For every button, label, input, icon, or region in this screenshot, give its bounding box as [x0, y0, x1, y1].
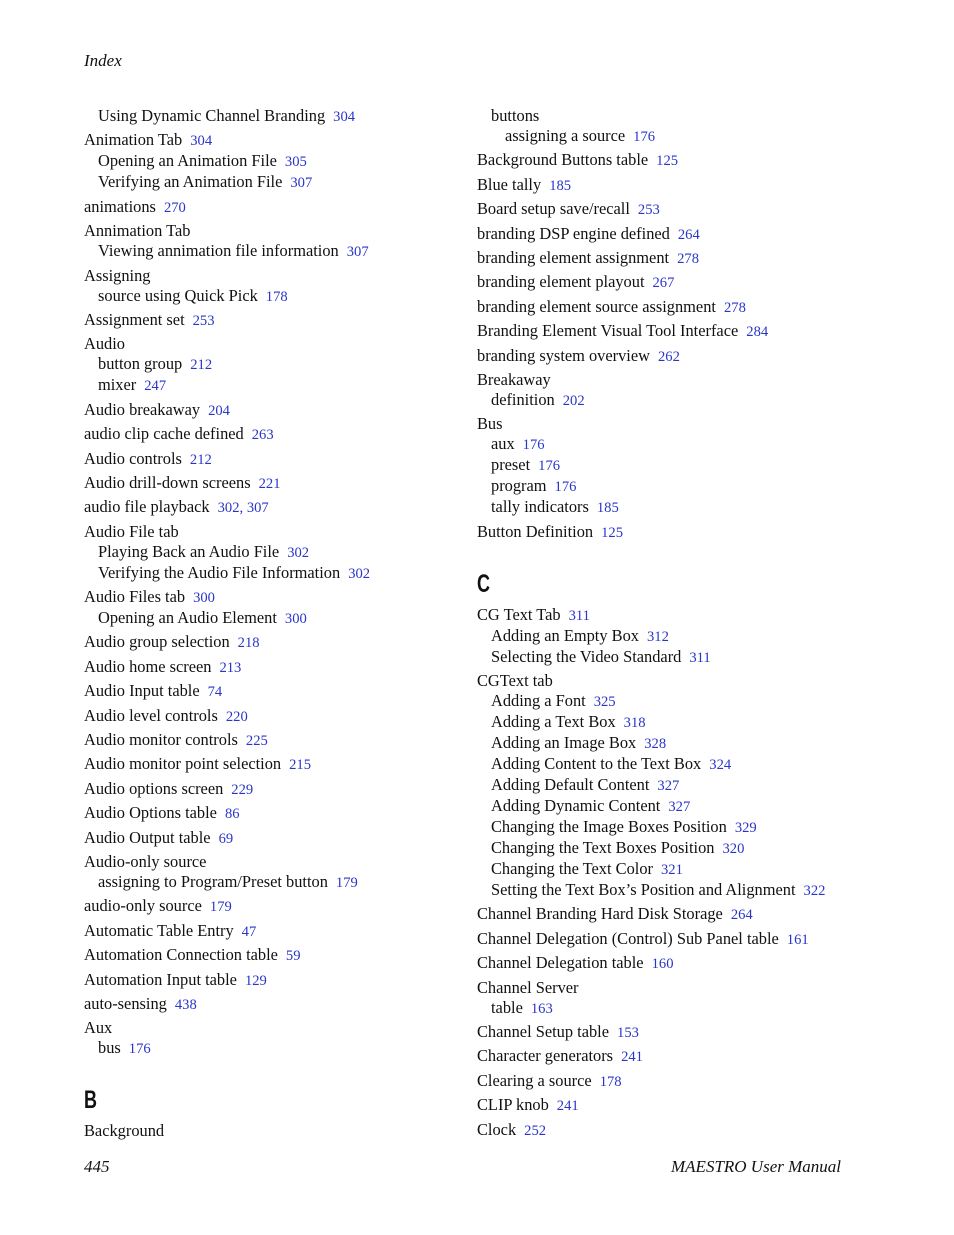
index-entry: [84, 1121, 464, 1141]
page-reference-link[interactable]: 304: [333, 109, 356, 125]
page-reference-link[interactable]: 278: [677, 250, 699, 267]
index-term: mixer: [98, 375, 137, 395]
page-reference-link[interactable]: 270: [163, 199, 186, 216]
index-term: Audio Options table: [84, 803, 217, 823]
index-term: Annimation Tab: [84, 221, 191, 241]
index-subentry: [477, 626, 927, 647]
index-term: CGText tab: [477, 671, 553, 691]
page-reference-link[interactable]: 59: [285, 948, 301, 965]
index-entry: [477, 150, 927, 171]
page-reference-link[interactable]: 176: [522, 437, 545, 454]
page-reference-link[interactable]: 176: [633, 129, 656, 145]
index-subentry: [84, 354, 464, 375]
index-term: table: [491, 997, 523, 1017]
index-subentry: [84, 608, 464, 629]
page-reference-link[interactable]: 153: [617, 1025, 639, 1042]
index-entry: [84, 310, 464, 331]
index-term: Bus: [477, 414, 503, 434]
page-reference-link[interactable]: 264: [730, 907, 753, 924]
index-subentry: [84, 286, 464, 307]
index-subentry: [477, 455, 927, 476]
index-term: Audio-only source: [84, 851, 207, 871]
page-reference-link[interactable]: 178: [599, 1073, 622, 1090]
index-term: Audio breakaway: [84, 399, 201, 419]
index-subentry: [477, 106, 927, 126]
index-term: Character generators: [477, 1046, 614, 1066]
page-reference-link[interactable]: 284: [746, 324, 769, 341]
index-term: branding element source assignment: [477, 296, 716, 316]
index-subentry: [477, 817, 927, 838]
page-reference-link[interactable]: 307: [290, 175, 313, 192]
index-term: CLIP knob: [477, 1095, 549, 1115]
index-term: program: [491, 476, 547, 496]
index-entry: [477, 321, 927, 342]
index-term: source using Quick Pick: [98, 285, 258, 305]
page-reference-link[interactable]: 74: [207, 684, 223, 701]
index-entry: [477, 346, 927, 367]
index-term: Audio group selection: [84, 632, 230, 652]
index-entry: [477, 224, 927, 245]
index-entry: [84, 779, 464, 800]
index-entry: [477, 522, 927, 543]
index-term: audio-only source: [84, 896, 202, 916]
index-entry: [477, 671, 927, 691]
index-entry: [477, 978, 927, 998]
index-term: Adding Dynamic Content: [491, 796, 661, 816]
page-reference-link[interactable]: 220: [225, 708, 248, 725]
page-reference-link[interactable]: 221: [258, 475, 281, 492]
page-reference-link[interactable]: 204: [208, 402, 230, 419]
index-term: Channel Branding Hard Disk Storage: [477, 904, 723, 924]
page-reference-link[interactable]: 213: [219, 659, 242, 676]
index-entry: [477, 297, 927, 318]
index-term: Viewing annimation file information: [98, 241, 339, 261]
page-reference-link[interactable]: 302, 307: [217, 500, 269, 517]
index-term: Background: [84, 1121, 165, 1141]
index-term: Setting the Text Box’s Position and Alignment: [491, 880, 796, 900]
page-reference-link[interactable]: 300: [193, 590, 215, 607]
index-subentry: [477, 733, 927, 754]
index-entry: [477, 1095, 927, 1116]
index-entry: [84, 706, 464, 727]
index-subentry: [84, 106, 464, 127]
page-reference-link[interactable]: 324: [709, 757, 732, 774]
index-entry: [477, 199, 927, 220]
index-term: branding system overview: [477, 345, 650, 365]
index-subentry: [84, 151, 464, 172]
index-subentry: [477, 434, 927, 455]
index-entry: [84, 730, 464, 751]
index-subentry: [477, 126, 927, 147]
page-reference-link[interactable]: 263: [251, 427, 274, 444]
page-reference-link[interactable]: 185: [596, 500, 619, 517]
index-entry: [84, 754, 464, 775]
index-entry: [477, 248, 927, 269]
index-subentry: [477, 754, 927, 775]
index-term: branding element playout: [477, 272, 645, 292]
index-term: Verifying an Animation File: [98, 172, 283, 192]
index-term: Breakaway: [477, 369, 551, 389]
section-letter: C: [477, 569, 491, 598]
index-entry: [84, 852, 464, 872]
index-term: branding DSP engine defined: [477, 223, 670, 243]
index-subentry: [477, 712, 927, 733]
page-reference-link[interactable]: 253: [637, 202, 660, 219]
index-subentry: [477, 998, 927, 1019]
section-letter: B: [84, 1086, 98, 1115]
page-reference-link[interactable]: 125: [656, 153, 679, 170]
index-term: Changing the Text Boxes Position: [491, 838, 715, 858]
index-entry: [477, 1022, 927, 1043]
index-entry: [84, 473, 464, 494]
index-entry: [84, 970, 464, 991]
page-reference-link[interactable]: 322: [803, 883, 826, 900]
running-head: Index: [84, 51, 122, 70]
page-reference-link[interactable]: 176: [554, 479, 577, 496]
index-subentry: [477, 775, 927, 796]
index-term: Adding Default Content: [491, 775, 650, 795]
index-term: Background Buttons table: [477, 150, 649, 170]
index-term: aux: [491, 434, 515, 454]
index-term: preset: [491, 455, 531, 475]
index-subentry: [84, 1038, 464, 1059]
page-reference-link[interactable]: 278: [723, 299, 746, 316]
index-entry: [84, 497, 464, 518]
index-term: auto-sensing: [84, 993, 167, 1013]
index-term: Assignment set: [84, 309, 185, 329]
index-term: Branding Element Visual Tool Interface: [477, 321, 739, 341]
page-reference-link[interactable]: 327: [668, 799, 691, 816]
page-reference-link[interactable]: 302: [287, 544, 310, 561]
index-entry: [84, 945, 464, 966]
index-entry: [84, 449, 464, 470]
index-term: Channel Server: [477, 977, 579, 997]
index-entry: [477, 370, 927, 390]
index-term: buttons: [491, 106, 540, 125]
index-entry: [84, 400, 464, 421]
page-reference-link[interactable]: 247: [144, 378, 167, 395]
page-reference-link[interactable]: 212: [189, 451, 212, 468]
index-term: Audio: [84, 334, 125, 354]
page-reference-link[interactable]: 225: [245, 733, 268, 750]
index-term: Opening an Animation File: [98, 151, 277, 171]
page-reference-link[interactable]: 86: [224, 806, 240, 823]
index-term: Audio monitor point selection: [84, 754, 282, 774]
index-entry: [477, 605, 927, 626]
index-subentry: [84, 241, 464, 262]
index-term: Channel Setup table: [477, 1022, 610, 1042]
index-term: Audio home screen: [84, 656, 212, 676]
page-reference-link[interactable]: 218: [237, 635, 260, 652]
index-term: Adding Content to the Text Box: [491, 754, 702, 774]
page-reference-link[interactable]: 438: [174, 996, 197, 1013]
index-entry: [84, 921, 464, 942]
index-entry: [477, 1046, 927, 1067]
index-term: Channel Delegation (Control) Sub Panel table: [477, 928, 779, 948]
index-entry: [84, 130, 464, 151]
index-term: button group: [98, 354, 183, 374]
index-entry: [477, 272, 927, 293]
index-entry: [477, 414, 927, 434]
index-term: Animation Tab: [84, 130, 183, 150]
index-term: Channel Delegation table: [477, 953, 644, 973]
page-reference-link[interactable]: 215: [289, 757, 312, 774]
index-term: audio file playback: [84, 497, 210, 517]
index-term: Changing the Text Color: [491, 859, 653, 879]
page-reference-link[interactable]: 304: [190, 133, 213, 150]
page-reference-link[interactable]: 318: [623, 715, 646, 732]
page-reference-link[interactable]: 163: [530, 1000, 553, 1017]
index-subentry: [84, 172, 464, 193]
index-term: Audio options screen: [84, 778, 224, 798]
index-subentry: [84, 542, 464, 563]
index-entry: [84, 197, 464, 218]
index-entry: [84, 803, 464, 824]
index-entry: [84, 1018, 464, 1038]
index-entry: [84, 266, 464, 286]
index-subentry: [477, 497, 927, 518]
index-entry: [84, 587, 464, 608]
index-term: Audio level controls: [84, 705, 218, 725]
page-reference-link[interactable]: 176: [128, 1041, 151, 1058]
index-term: tally indicators: [491, 497, 589, 517]
index-term: definition: [491, 389, 555, 409]
index-term: Adding an Image Box: [491, 733, 637, 753]
page-reference-link[interactable]: 161: [786, 931, 809, 948]
page-reference-link[interactable]: 176: [538, 458, 561, 475]
index-term: Changing the Image Boxes Position: [491, 817, 727, 837]
page-reference-link[interactable]: 179: [209, 899, 232, 916]
page-reference-link[interactable]: 329: [734, 820, 757, 837]
index-subentry: [477, 476, 927, 497]
page-reference-link[interactable]: 321: [661, 862, 683, 879]
index-term: Verifying the Audio File Information: [98, 562, 341, 582]
index-term: Adding a Font: [491, 691, 586, 711]
page-reference-link[interactable]: 325: [593, 694, 616, 711]
index-term: animations: [84, 196, 156, 216]
index-term: Adding a Text Box: [491, 712, 616, 732]
index-entry: [84, 424, 464, 445]
index-term: Automatic Table Entry: [84, 920, 234, 940]
index-entry: [84, 334, 464, 354]
index-term: CG Text Tab: [477, 604, 561, 624]
index-term: Audio monitor controls: [84, 730, 238, 750]
index-term: Playing Back an Audio File: [98, 541, 280, 561]
index-term: audio clip cache defined: [84, 424, 244, 444]
page-reference-link[interactable]: 264: [677, 226, 700, 243]
page-reference-link[interactable]: 267: [652, 275, 675, 292]
index-subentry: [84, 872, 464, 893]
index-subentry: [477, 647, 927, 668]
index-subentry: [84, 375, 464, 396]
index-term: Audio Input table: [84, 681, 200, 701]
index-term: Automation Connection table: [84, 945, 278, 965]
page-reference-link[interactable]: 241: [621, 1049, 643, 1066]
index-subentry: [477, 859, 927, 880]
index-term: Blue tally: [477, 174, 542, 194]
index-subentry: [477, 691, 927, 712]
page-reference-link[interactable]: 241: [556, 1098, 579, 1115]
index-entry: [477, 953, 927, 974]
page-reference-link[interactable]: 69: [218, 830, 234, 847]
index-entry: [477, 1120, 927, 1141]
index-entry: [477, 929, 927, 950]
footer-page-number: 445: [84, 1157, 110, 1176]
index-term: Board setup save/recall: [477, 199, 630, 219]
page-reference-link[interactable]: 311: [689, 649, 711, 666]
page-reference-link[interactable]: 129: [244, 972, 267, 989]
index-subentry: [84, 563, 464, 584]
page-reference-link[interactable]: 252: [524, 1122, 547, 1139]
page-reference-link[interactable]: 262: [657, 348, 680, 365]
index-term: Assigning: [84, 265, 151, 285]
index-entry: [84, 994, 464, 1015]
index-term: Audio Output table: [84, 827, 211, 847]
page-reference-link[interactable]: 327: [657, 778, 680, 795]
index-term: Audio Files tab: [84, 587, 186, 607]
index-term: bus: [98, 1038, 121, 1058]
index-term: assigning a source: [505, 126, 626, 145]
page-reference-link[interactable]: 305: [284, 154, 307, 171]
index-term: Audio controls: [84, 448, 182, 468]
page-reference-link[interactable]: 202: [562, 392, 585, 409]
index-entry: [477, 904, 927, 925]
index-entry: [84, 896, 464, 917]
index-entry: [84, 657, 464, 678]
index-entry: [84, 522, 464, 542]
index-term: Using Dynamic Channel Branding: [98, 106, 326, 125]
page-reference-link[interactable]: 229: [231, 781, 254, 798]
index-term: Clock: [477, 1119, 517, 1139]
page-reference-link[interactable]: 179: [335, 874, 358, 891]
page-reference-link[interactable]: 160: [651, 956, 674, 973]
index-column-left: [84, 106, 464, 1141]
index-entry: [477, 175, 927, 196]
page-reference-link[interactable]: 253: [192, 312, 215, 329]
index-term: branding element assignment: [477, 247, 670, 267]
index-term: Opening an Audio Element: [98, 608, 277, 628]
index-term: Audio File tab: [84, 521, 179, 541]
index-term: Button Definition: [477, 521, 594, 541]
page-reference-link[interactable]: 125: [601, 524, 623, 541]
page-reference-link[interactable]: 320: [722, 841, 745, 858]
page-reference-link[interactable]: 212: [190, 357, 213, 374]
page-reference-link[interactable]: 328: [644, 736, 667, 753]
index-term: Selecting the Video Standard: [491, 646, 682, 666]
page-reference-link[interactable]: 178: [265, 288, 288, 305]
page-reference-link[interactable]: 185: [549, 177, 572, 194]
index-entry: [84, 828, 464, 849]
index-subentry: [477, 838, 927, 859]
page-reference-link[interactable]: 307: [346, 244, 369, 261]
index-term: assigning to Program/Preset button: [98, 871, 328, 891]
page-reference-link[interactable]: 300: [284, 611, 307, 628]
index-subentry: [477, 796, 927, 817]
index-term: Automation Input table: [84, 969, 237, 989]
footer-manual-title: MAESTRO User Manual: [671, 1157, 841, 1176]
index-entry: [84, 632, 464, 653]
index-entry: [84, 221, 464, 241]
index-subentry: [477, 390, 927, 411]
index-entry: [477, 1071, 927, 1092]
index-entry: [84, 681, 464, 702]
page-reference-link[interactable]: 47: [241, 923, 257, 940]
index-term: Aux: [84, 1018, 113, 1038]
page-reference-link[interactable]: 311: [568, 607, 590, 624]
index-term: Adding an Empty Box: [491, 625, 639, 645]
page-reference-link[interactable]: 312: [646, 628, 669, 645]
page-reference-link[interactable]: 302: [348, 565, 371, 582]
index-subentry: [477, 880, 927, 901]
index-term: Clearing a source: [477, 1070, 592, 1090]
index-column-right: [477, 106, 927, 1141]
index-term: Audio drill-down screens: [84, 472, 251, 492]
